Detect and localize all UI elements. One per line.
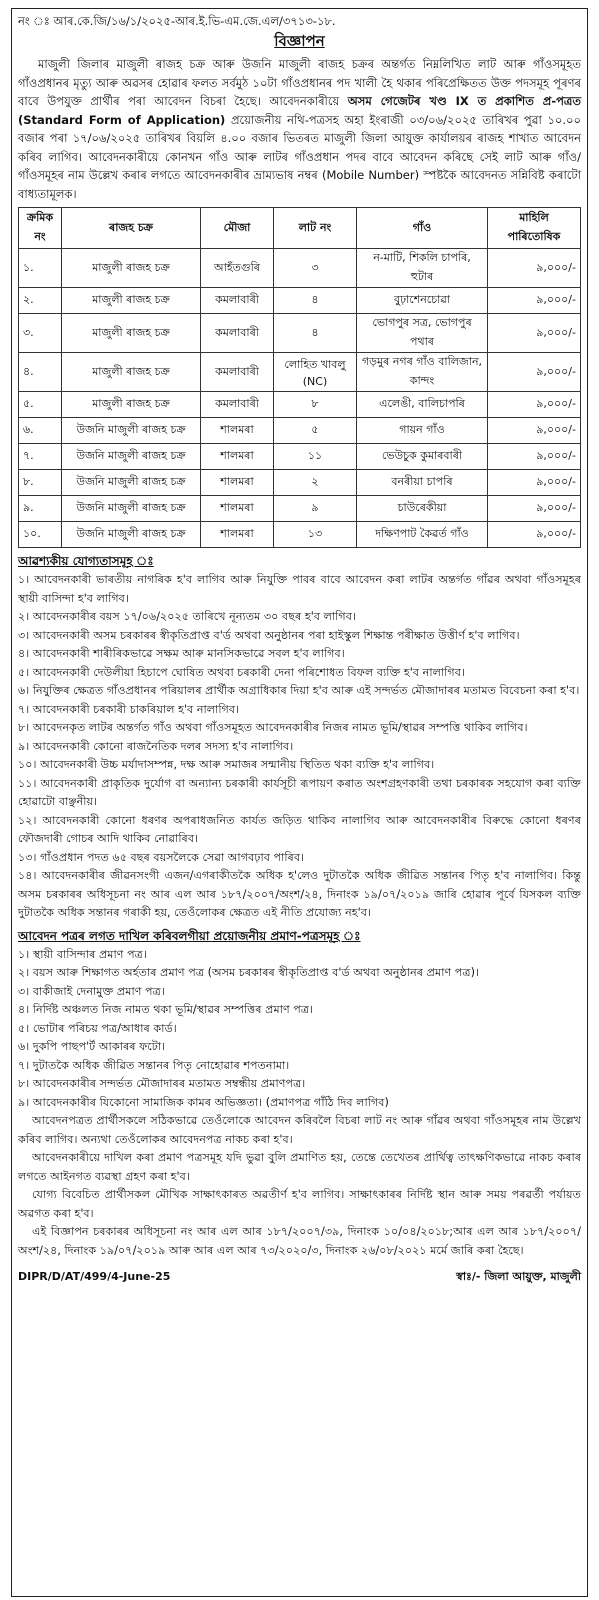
qualification-item: ৮। আবেদনকৃত লাটৰ অন্তৰ্গত গাঁও অথবা গাঁওসমূহত আবেদনকাৰীৰ নিজৰ নামত ভূমি/স্থাৱৰ সম্পত্তি থাকিব লাগিব। xyxy=(18,721,528,734)
document-item: ৯। আবেদনকাৰীৰ যিকোনো সামাজিক কামৰ অভিজ্ঞতা। (প্ৰমাণপত্ৰ গাঁঠি দিব লাগিব) xyxy=(18,1095,389,1109)
document-item: ৬। দুকপি পাছপ'ৰ্ট আকাৰৰ ফটো। xyxy=(18,1040,166,1053)
qualification-item: ৪। আবেদনকাৰী শাৰীৰিকভাৱে সক্ষম আৰু মানসিকভাৱে সবল হ'ব লাগিব। xyxy=(18,647,345,660)
table-header-row xyxy=(19,208,581,249)
cell-lot: ৩ xyxy=(274,249,357,288)
cell-lot: ১১ xyxy=(274,444,357,470)
cell-pay: ৯,০০০/- xyxy=(488,470,581,496)
cell-lot: ২ xyxy=(274,470,357,496)
cell-circle: মাজুলী ৰাজহ চক্ৰ xyxy=(62,392,201,418)
document-item: ২। বয়স আৰু শিক্ষাগত অৰ্হতাৰ প্ৰমাণ পত্ৰ (অসম চৰকাৰৰ স্বীকৃতিপ্ৰাপ্ত ব'ৰ্ড অথবা অনুষ্ঠানৰ প্ৰমাণ পত্ৰ)। xyxy=(18,966,479,979)
cell-mouza: শালমৰা xyxy=(201,522,274,548)
footer xyxy=(18,1268,581,1287)
cell-circle: উজনি মাজুলী ৰাজহ চক্ৰ xyxy=(62,496,201,522)
cell-circle: মাজুলী ৰাজহ চক্ৰ xyxy=(62,288,201,314)
cell-mouza: কমলাবাৰী xyxy=(201,353,274,392)
table-row xyxy=(19,444,581,470)
intro-text-1: মাজুলী জিলাৰ মাজুলী ৰাজহ চক্ৰ আৰু উজনি মাজুলী ৰাজহ চক্ৰৰ অন্তৰ্গত নিম্নলিখিত লাট আৰু গাঁওসমূহত গাঁওপ্ৰধানৰ মৃত্যু আৰু অৱসৰ হোৱাৰ ফলত সৰ্বমুঠ ১০টা গাঁওপ্ৰধানৰ পদ খালী হৈ থকাৰ পৰিপ্ৰেক্ষিতত উক্ত পদসমূহ পূৰণৰ বাবে উপযুক্ত প্ৰাৰ্থীৰ পৰা আবেদন বিচৰা হৈছে। আবেদনকাৰীয়ে xyxy=(18,57,581,108)
cell-lot: লোহিত খাবলু (NC) xyxy=(274,353,357,392)
qualification-item: ১১। আবেদনকাৰী প্ৰাকৃতিক দুৰ্যোগ বা অন্যান্য চৰকাৰী কাৰ্যসূচী ৰূপায়ণ কৰাত অংশগ্ৰহণকাৰী তথা চৰকাৰক সহযোগ কৰা ব্যক্তি হোৱাটো বাঞ্ছনীয়। xyxy=(18,776,581,808)
qualification-item: ৯। আবেদনকাৰী কোনো ৰাজনৈতিক দলৰ সদস্য হ'ব নালাগিব। xyxy=(18,739,294,753)
cell-lot: ৪ xyxy=(274,288,357,314)
document-item: ৭। দুটাতকৈ অধিক জীৱিত সন্তানৰ পিতৃ নোহোৱাৰ শপতনামা। xyxy=(18,1058,290,1072)
cell-circle: মাজুলী ৰাজহ চক্ৰ xyxy=(62,353,201,392)
cell-lot: ৯ xyxy=(274,496,357,522)
cell-serial: ৯. xyxy=(19,496,62,522)
header-village: গাঁও xyxy=(357,208,488,249)
cell-mouza: কমলাবাৰী xyxy=(201,288,274,314)
cell-village: এলেঙী, বালিচাপৰি xyxy=(357,392,488,418)
vacancy-table xyxy=(18,207,581,548)
cell-pay: ৯,০০০/- xyxy=(488,522,581,548)
cell-serial: ৩. xyxy=(19,314,62,353)
cell-serial: ১০. xyxy=(19,522,62,548)
cell-lot: ৫ xyxy=(274,418,357,444)
cell-lot: ৮ xyxy=(274,392,357,418)
intro-bold-text: অসম গেজেটৰ খণ্ড IX ত প্ৰকাশিত প্ৰ-পত্ৰত (Standard Form of Application) xyxy=(18,94,581,127)
table-row xyxy=(19,392,581,418)
footer-code: DIPR/D/AT/499/4-June-25 xyxy=(18,1270,171,1283)
note-paragraph: আবেদনপত্ৰত প্ৰাৰ্থীসকলে সঠিকভাৱে তেওঁলোকে আবেদন কৰিবলৈ বিচৰা লাট নং আৰু গাঁৱৰ অথবা গাঁওসমূহৰ নাম উল্লেখ কৰিব লাগিব। অন্যথা তেওঁলোকৰ আবেদনপত্ৰ নাকচ কৰা হ'ব। xyxy=(18,1114,581,1146)
header-lot: লাট নং xyxy=(274,208,357,249)
table-row xyxy=(19,522,581,548)
note-paragraph: আবেদনকাৰীয়ে দাখিল কৰা প্ৰমাণ পত্ৰসমূহ যদি ভুৱা বুলি প্ৰমাণিত হয়, তেন্তে তেখেতৰ প্ৰাৰ্থিত্ব তাৎক্ষণিকভাৱে নাকচ কৰাৰ লগতে আইনগত ব্যৱস্থা গ্ৰহণ কৰা হ'ব। xyxy=(18,1151,581,1183)
header-pay: মাহিলি পাৰিতোষিক xyxy=(488,208,581,249)
document-item: ৪। নিৰ্দিষ্ট অঞ্চলত নিজ নামত থকা ভূমি/স্থাৱৰ সম্পত্তিৰ প্ৰমাণ পত্ৰ। xyxy=(18,1003,314,1016)
notes-block xyxy=(18,1112,581,1260)
cell-pay: ৯,০০০/- xyxy=(488,353,581,392)
intro-paragraph xyxy=(18,55,581,203)
cell-lot: ৪ xyxy=(274,314,357,353)
note-paragraph: যোগ্য বিবেচিত প্ৰাৰ্থীসকল মৌখিক সাক্ষাৎকাৰত অৱতীৰ্ণ হ'ব লাগিব। সাক্ষাৎকাৰৰ নিৰ্দিষ্ট স্থান আৰু সময় পৰৱৰ্তী পৰ্যায়ত অৱগত কৰা হ'ব। xyxy=(18,1188,581,1220)
cell-circle: উজনি মাজুলী ৰাজহ চক্ৰ xyxy=(62,444,201,470)
cell-village: ভোগপুৰ সত্ৰ, ভোগপুৰ পথাৰ xyxy=(357,314,488,353)
cell-mouza: কমলাবাৰী xyxy=(201,392,274,418)
cell-circle: মাজুলী ৰাজহ চক্ৰ xyxy=(62,314,201,353)
intro-text-2: প্ৰয়োজনীয় নথি-পত্ৰসহ অহা ইংৰাজী ০৩/০৬/২০২৫ তাৰিখৰ পুৱা ১০.০০ বজাৰ পৰা ১৭/০৬/২০২৫ তাৰিখৰ বিয়লি ৪.০০ বজাৰ ভিতৰত মাজুলী জিলা আয়ুক্ত কাৰ্যালয়ৰ ৰাজহ শাখাত আবেদন কৰিব লাগিব। আবেদনকাৰীয়ে কোনখন গাঁও আৰু লাটৰ গাঁওপ্ৰধান পদৰ বাবে আবেদন কৰিছে সেই লাট আৰু গাঁও/গাঁওসমূহৰ নাম উল্লেখ কৰাৰ লগতে আবেদনকাৰীৰ ভ্ৰাম্যভাষ নম্বৰ (Mobile Number) স্পষ্টকৈ আবেদনত সন্নিবিষ্ট কৰাটো বাধ্যতামূলক। xyxy=(18,112,581,201)
cell-village: বনৰীয়া চাপৰি xyxy=(357,470,488,496)
documents-list xyxy=(18,946,581,1113)
qualifications-list xyxy=(18,571,581,923)
qualification-item: ২। আবেদনকাৰীৰ বয়স ১৭/০৬/২০২৫ তাৰিখে নূন্যতম ৩০ বছৰ হ'ব লাগিব। xyxy=(18,610,356,623)
table-row xyxy=(19,353,581,392)
table-row xyxy=(19,496,581,522)
cell-mouza: শালমৰা xyxy=(201,444,274,470)
table-row xyxy=(19,418,581,444)
qualification-item: ৩। আবেদনকাৰী অসম চৰকাৰৰ স্বীকৃতিপ্ৰাপ্ত ব'ৰ্ড অথবা অনুষ্ঠানৰ পৰা হাইস্কুল শিক্ষান্ত পৰীক্ষাত উত্তীৰ্ণ হ'ব লাগিব। xyxy=(18,628,520,642)
qualification-item: ১৩। গাঁওপ্ৰধান পদত ৬৫ বছৰ বয়সলৈকে সেৱা আগবঢ়াব পাৰিব। xyxy=(18,850,305,864)
table-body xyxy=(19,249,581,548)
header-circle: ৰাজহ চক্ৰ xyxy=(62,208,201,249)
cell-mouza: কমলাবাৰী xyxy=(201,314,274,353)
qualification-item: ১২। আবেদনকাৰী কোনো ধৰণৰ অপৰাধজনিত কাৰ্যত জড়িত থাকিব নালাগিব আৰু আবেদনকাৰীৰ বিৰুদ্ধে কোনো ধৰণৰ ফৌজদাৰী গোচৰ আদি থাকিব নোৱাৰিব। xyxy=(18,813,581,845)
cell-lot: ১৩ xyxy=(274,522,357,548)
cell-mouza: আহঁতগুৰি xyxy=(201,249,274,288)
cell-circle: মাজুলী ৰাজহ চক্ৰ xyxy=(62,249,201,288)
document-frame xyxy=(11,8,588,1597)
table-row xyxy=(19,470,581,496)
cell-village: বুঢ়াশেনচোৱা xyxy=(357,288,488,314)
cell-village: ভেউচুক কুমাৰবাৰী xyxy=(357,444,488,470)
document-item: ৫। ভোটাৰ পৰিচয় পত্ৰ/আধাৰ কাৰ্ড। xyxy=(18,1021,177,1035)
cell-pay: ৯,০০০/- xyxy=(488,288,581,314)
cell-mouza: শালমৰা xyxy=(201,418,274,444)
qualification-item: ৭। আবেদনকাৰী চৰকাৰী চাকৰিয়াল হ'ব নালাগিব। xyxy=(18,702,240,716)
table-row xyxy=(19,314,581,353)
table-row xyxy=(19,249,581,288)
cell-pay: ৯,০০০/- xyxy=(488,418,581,444)
cell-village: গড়মুৰ নগৰ গাঁও বালিজান, কান্দং xyxy=(357,353,488,392)
cell-serial: ৬. xyxy=(19,418,62,444)
signature: স্বাঃ/- জিলা আয়ুক্ত, মাজুলী xyxy=(456,1270,581,1283)
document-item: ১। স্থায়ী বাসিন্দাৰ প্ৰমাণ পত্ৰ। xyxy=(18,947,147,961)
document-item: ৮। আবেদনকাৰীৰ সন্দৰ্ভত মৌজাদাৰৰ মতামত সম্বন্ধীয় প্ৰমাণপত্ৰ। xyxy=(18,1077,306,1090)
cell-serial: ৮. xyxy=(19,470,62,496)
qualification-item: ৬। নিযুক্তিৰ ক্ষেত্ৰত গাঁওপ্ৰধানৰ পৰিয়ালৰ প্ৰাৰ্থীক অগ্ৰাধিকাৰ দিয়া হ'ব আৰু এই সন্দৰ্ভত মৌজাদাৰৰ মতামত বিবেচনা কৰা হ'ব। xyxy=(18,684,580,697)
cell-circle: উজনি মাজুলী ৰাজহ চক্ৰ xyxy=(62,418,201,444)
cell-circle: উজনি মাজুলী ৰাজহ চক্ৰ xyxy=(62,522,201,548)
header-mouza: মৌজা xyxy=(201,208,274,249)
qualification-item: ৫। আবেদনকাৰী দেউলীয়া হিচাপে ঘোষিত অথবা চৰকাৰী দেনা পৰিশোধত বিফল ব্যক্তি হ'ব নালাগিব। xyxy=(18,665,465,679)
cell-serial: ৫. xyxy=(19,392,62,418)
cell-serial: ৭. xyxy=(19,444,62,470)
cell-mouza: শালমৰা xyxy=(201,470,274,496)
cell-pay: ৯,০০০/- xyxy=(488,314,581,353)
cell-village: গায়ন গাঁও xyxy=(357,418,488,444)
page-title: বিজ্ঞাপন xyxy=(274,32,325,50)
cell-village: ন-মাটি, শিকলি চাপৰি, হুটাৰ xyxy=(357,249,488,288)
cell-village: চাউৰেকীয়া xyxy=(357,496,488,522)
document-item: ৩। বাকীজাই দেনামুক্ত প্ৰমাণ পত্ৰ। xyxy=(18,984,165,998)
cell-mouza: শালমৰা xyxy=(201,496,274,522)
cell-village: দক্ষিণপাট কৈৱৰ্ত গাঁও xyxy=(357,522,488,548)
cell-pay: ৯,০০০/- xyxy=(488,392,581,418)
qualification-item: ১০। আবেদনকাৰী উচ্চ মৰ্যাদাসম্পন্ন, দক্ষ আৰু সমাজৰ সন্মানীয় স্থিতিত থকা ব্যক্তি হ'ব লাগিব। xyxy=(18,758,435,771)
documents-title: আবেদন পত্ৰৰ লগত দাখিল কৰিবলগীয়া প্ৰয়োজনীয় প্ৰমাণ-পত্ৰসমূহ ঃ xyxy=(18,928,361,943)
qualification-item: ১৪। আবেদনকাৰীৰ জীৱনসংগী এজন/এগৰাকীতকৈ অধিক হ'লেও দুটাতকৈ অধিক জীৱিত সন্তানৰ পিতৃ হ'ব নালাগিব। কিন্তু অসম চৰকাৰৰ অধিসূচনা নং আৰ এল আৰ ১৮৭/২০০৭/অংশ/২৪, দিনাংক ১৯/০৭/২০১৯ জাৰি হোৱাৰ পূৰ্বে যিসকল ব্যক্তি দুটাতকৈ অধিক সন্তানৰ গৰাকী হয়, তেওঁলোকৰ ক্ষেত্ৰত এই নীতি প্ৰযোজ্য নহ'ব। xyxy=(18,869,581,919)
qualification-item: ১। আবেদনকাৰী ভাৰতীয় নাগৰিক হ'ব লাগিব আৰু নিযুক্তি পাবৰ বাবে আবেদন কৰা লাটৰ অন্তৰ্গত গাঁৱৰ অথবা গাঁওসমূহৰ স্থায়ী বাসিন্দা হ'ব লাগিব। xyxy=(18,573,581,605)
cell-pay: ৯,০০০/- xyxy=(488,496,581,522)
cell-circle: উজনি মাজুলী ৰাজহ চক্ৰ xyxy=(62,470,201,496)
qualifications-title: আৱশ্যকীয় যোগ্যতাসমূহ ঃ xyxy=(18,554,154,568)
reference-number: নং ঃ আৰ.কে.জি/১৬/১/২০২৫-আৰ.ই.ভি-এম.জে.এল/৩৭১৩-১৮. xyxy=(18,14,336,28)
cell-serial: ২. xyxy=(19,288,62,314)
cell-serial: ৪. xyxy=(19,353,62,392)
table-row xyxy=(19,288,581,314)
cell-serial: ১. xyxy=(19,249,62,288)
cell-pay: ৯,০০০/- xyxy=(488,249,581,288)
header-serial: ক্ৰমিক নং xyxy=(19,208,62,249)
cell-pay: ৯,০০০/- xyxy=(488,444,581,470)
note-paragraph: এই বিজ্ঞাপন চৰকাৰৰ অধিসূচনা নং আৰ এল আৰ ১৮৭/২০০৭/৩৯, দিনাংক ১০/০৪/২০১৮;আৰ এল আৰ ১৮৭/২০০৭/অংশ/২৪, দিনাংক ১৯/০৭/২০১৯ আৰু আৰ এল আৰ ৭৩/২০২০/৩, দিনাংক ২৬/০৮/২০২১ মৰ্মে জাৰি কৰা হৈছে। xyxy=(18,1225,581,1257)
